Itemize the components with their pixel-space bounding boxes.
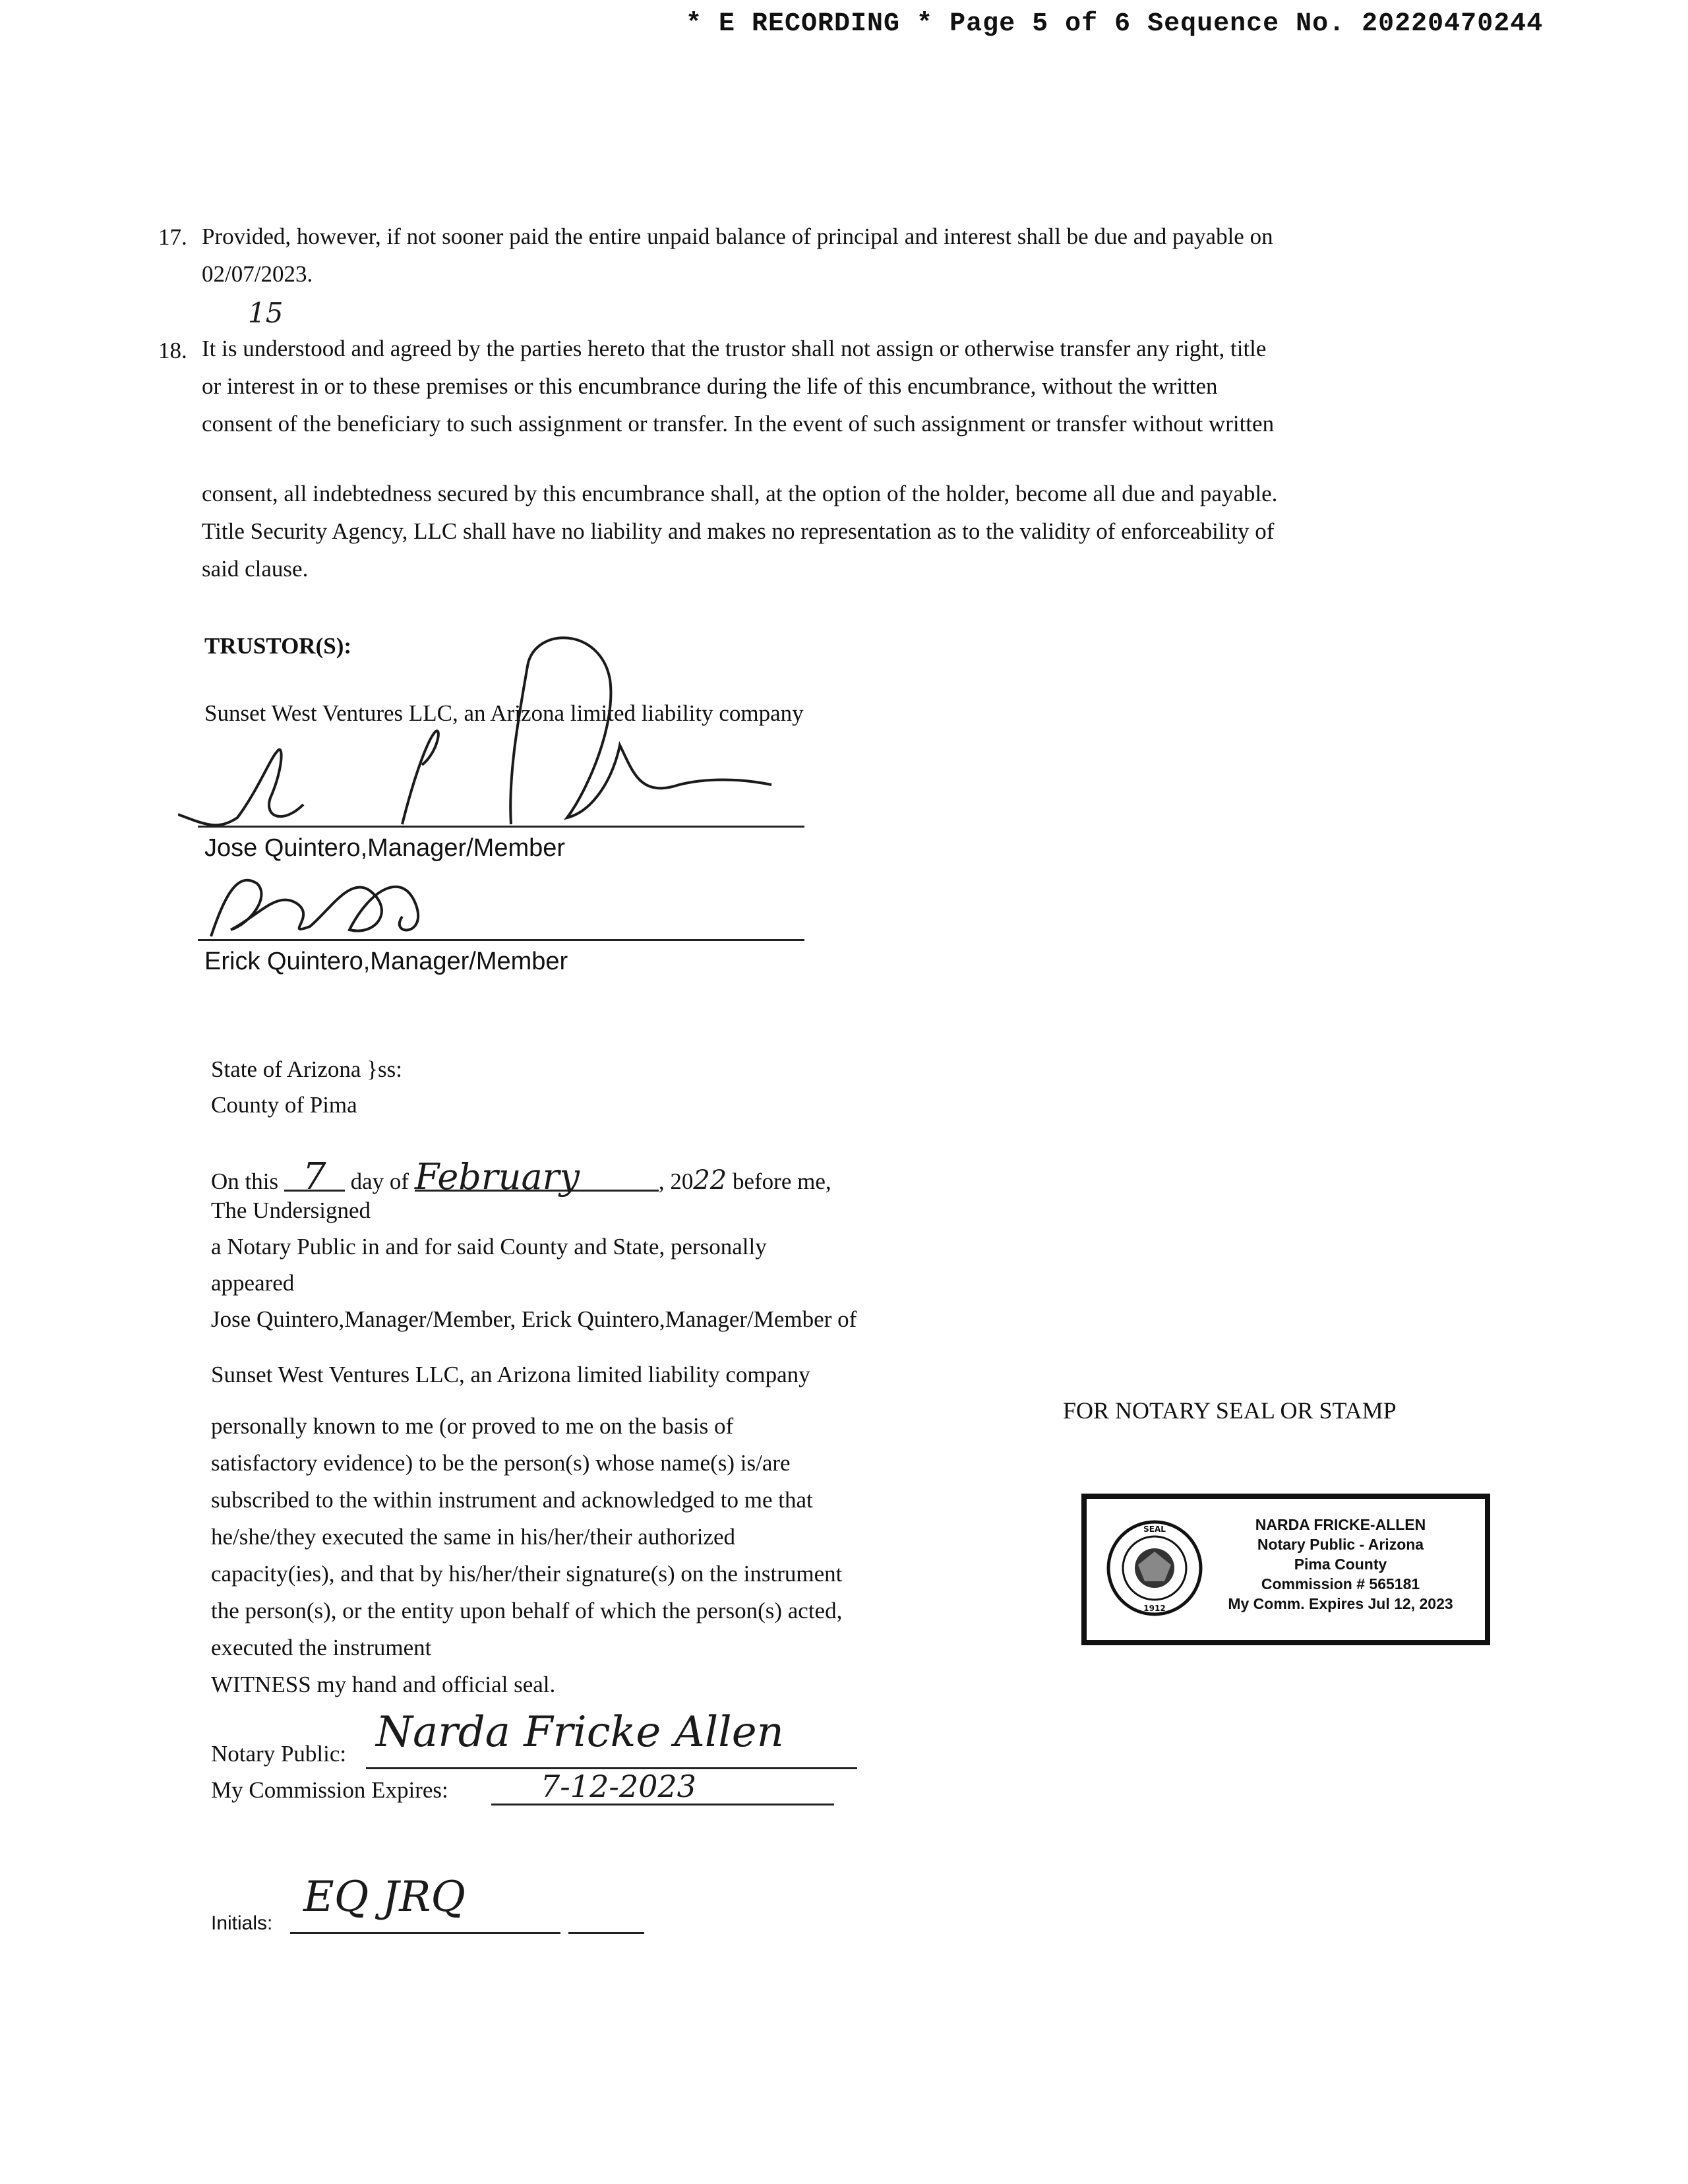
notary-line-text: a Notary Public in and for said County and State, personally [211, 1234, 767, 1259]
stamp-county: Pima County [1294, 1556, 1387, 1573]
month-value: February [415, 1165, 659, 1192]
day-value: 7 [284, 1165, 345, 1192]
notary-signature: Narda Fricke Allen [376, 1708, 784, 1757]
stamp-expires: My Comm. Expires Jul 12, 2023 [1228, 1595, 1453, 1612]
year-value: 22 [693, 1165, 727, 1196]
svg-text:1912: 1912 [1143, 1604, 1166, 1613]
item-18-text [202, 330, 1274, 442]
item-18-cont-line-3: said clause. [202, 556, 309, 582]
svg-text:SEAL: SEAL [1143, 1525, 1166, 1534]
item-18-line-2: or interest in or to these premises or this encumbrance during the life of this encumbrance, without the written [202, 373, 1218, 399]
ack-line-2: satisfactory evidence) to be the person(s) whose name(s) is/are [211, 1450, 791, 1476]
on-this-label: On this [211, 1168, 279, 1194]
ack-line-3: subscribed to the within instrument and acknowledged to me that [211, 1487, 813, 1513]
stamp-text [1199, 1515, 1482, 1614]
handwritten-date-correction: 15 [248, 297, 284, 329]
ack-line-1: personally known to me (or proved to me on the basis of [211, 1413, 734, 1439]
trustor-company: Sunset West Ventures LLC, an Arizona limited liability company [204, 700, 804, 726]
signer-1-name: Jose Quintero,Manager/Member [204, 834, 566, 862]
venue-state: State of Arizona }ss: [211, 1056, 402, 1082]
initials-line-1 [290, 1932, 560, 1934]
venue-county: County of Pima [211, 1092, 357, 1118]
item-18-cont-line-2: Title Security Agency, LLC shall have no liability and makes no representation as to the validity of enforceability of [202, 518, 1275, 544]
stamp-title: Notary Public - Arizona [1257, 1536, 1424, 1553]
item-17-number: 17. [158, 224, 187, 250]
stamp-name: NARDA FRICKE-ALLEN [1255, 1516, 1426, 1533]
year-prefix: , 20 [658, 1168, 694, 1194]
signer-2-name: Erick Quintero,Manager/Member [204, 948, 568, 975]
undersigned-text: The Undersigned [211, 1198, 371, 1223]
ack-line-4: he/she/they executed the same in his/her/their authorized [211, 1524, 735, 1550]
initials-value: EQ JRQ [303, 1873, 466, 1922]
ack-line-7: executed the instrument [211, 1635, 432, 1660]
before-me-label: before me, [732, 1168, 831, 1194]
initials-line-2 [568, 1932, 644, 1934]
witness-text: WITNESS my hand and official seal. [211, 1672, 556, 1697]
commission-value: 7-12-2023 [541, 1769, 696, 1804]
item-18-line-1: It is understood and agreed by the parties hereto that the trustor shall not assign or otherwise transfer any right, title [202, 336, 1267, 361]
acknowledgment-text [211, 1408, 842, 1703]
item-18-number: 18. [158, 338, 187, 363]
item-17-line-1: Provided, however, if not sooner paid the entire unpaid balance of principal and interest shall be due and payable on [202, 224, 1273, 249]
jose-quintero-signature [178, 626, 811, 837]
trustors-heading: TRUSTOR(S): [204, 633, 352, 659]
notary-intro [211, 1192, 857, 1337]
ack-line-5: capacity(ies), and that by his/her/their signature(s) on the instrument [211, 1561, 843, 1587]
item-17-text [202, 218, 1273, 293]
item-18-cont-line-1: consent, all indebtedness secured by this encumbrance shall, at the option of the holder, become all due and payable. [202, 481, 1278, 506]
item-18-continuation [202, 475, 1277, 588]
item-18-line-3: consent of the beneficiary to such assignment or transfer. In the event of such assignment or transfer without written [202, 411, 1275, 437]
commission-label: My Commission Expires: [211, 1777, 448, 1803]
notary-company: Sunset West Ventures LLC, an Arizona limited liability company [211, 1362, 810, 1387]
great-seal-icon [1105, 1519, 1204, 1618]
notary-public-label: Notary Public: [211, 1741, 347, 1767]
notary-stamp [1081, 1494, 1490, 1645]
signature-line-1 [198, 826, 804, 828]
acknowledgment-date-line [211, 1155, 831, 1198]
appeared-names: Jose Quintero,Manager/Member, Erick Quintero,Manager/Member of [211, 1306, 857, 1332]
day-of-label: day of [350, 1168, 409, 1194]
recording-header: * E RECORDING * Page 5 of 6 Sequence No. 20220470244 [686, 9, 1544, 39]
notary-seal-caption: FOR NOTARY SEAL OR STAMP [1063, 1397, 1397, 1424]
initials-label: Initials: [211, 1912, 273, 1934]
signature-line-2 [198, 939, 804, 941]
stamp-commission: Commission # 565181 [1261, 1575, 1420, 1592]
ack-line-6: the person(s), or the entity upon behalf of which the person(s) acted, [211, 1598, 843, 1623]
appeared-text: appeared [211, 1270, 295, 1296]
item-17-line-2: 02/07/2023. [202, 261, 313, 287]
erick-quintero-signature [204, 864, 455, 943]
